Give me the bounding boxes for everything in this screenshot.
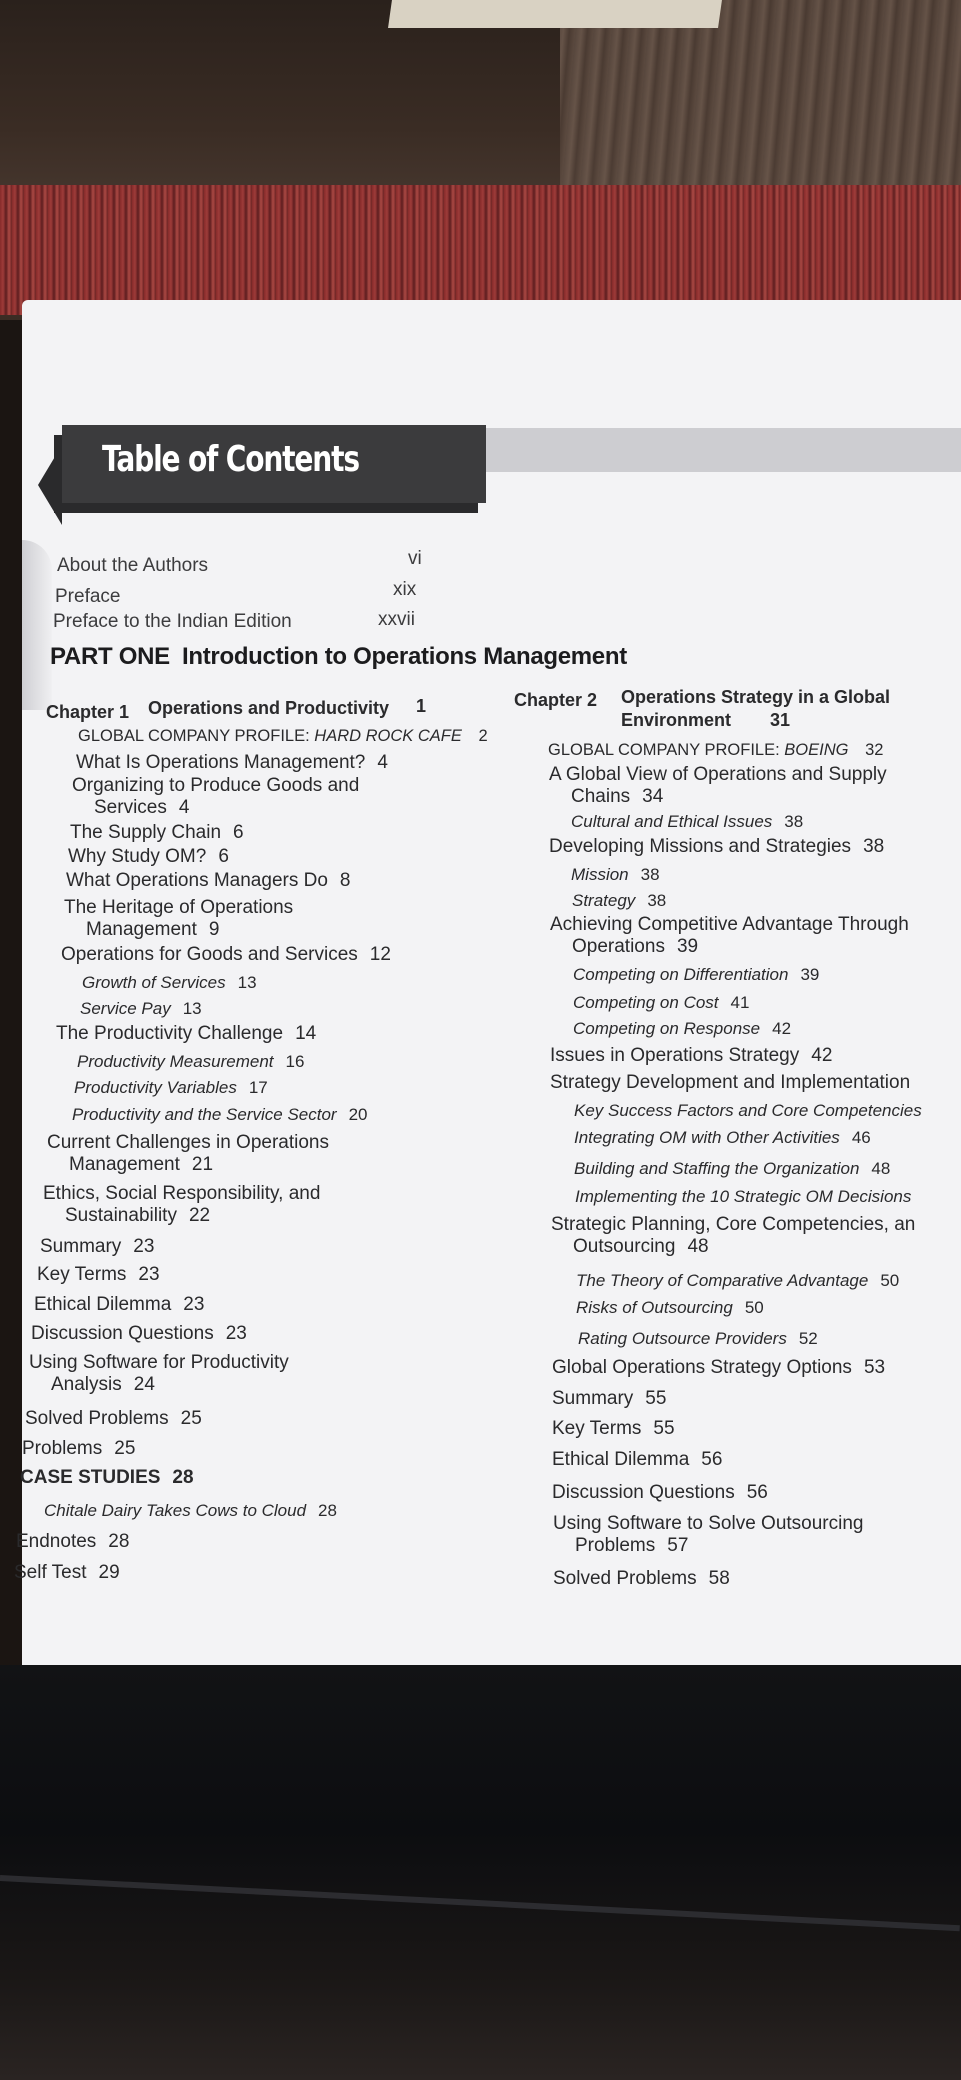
part-label: PART ONE [50, 643, 170, 670]
toc-entry[interactable] [34, 1294, 204, 1316]
toc-entry-page: 14 [295, 1023, 317, 1044]
toc-entry-title: The Heritage of Operations [64, 897, 294, 918]
toc-entry[interactable] [47, 1132, 329, 1176]
toc-entry[interactable] [82, 972, 257, 994]
toc-entry-title: The Productivity Challenge [56, 1023, 284, 1044]
toc-entry[interactable] [552, 1418, 675, 1440]
toc-entry-title: Current Challenges in Operations [47, 1132, 329, 1153]
gcp-page: 32 [865, 741, 884, 759]
toc-entry-page: 56 [701, 1449, 723, 1470]
toc-entry-title: Operations for Goods and Services [61, 944, 358, 965]
toc-entry[interactable] [571, 864, 660, 886]
toc-entry[interactable] [549, 764, 887, 808]
toc-entry-title-cont: Sustainability [65, 1205, 177, 1226]
toc-entry-page: 23 [225, 1323, 247, 1344]
toc-entry-page: 6 [218, 846, 229, 867]
toc-entry-title: Competing on Cost [573, 993, 719, 1012]
toc-entry-page: 28 [108, 1531, 130, 1552]
toc-entry-title: Chitale Dairy Takes Cows to Cloud [44, 1501, 307, 1520]
toc-entry-page: 23 [133, 1236, 155, 1257]
toc-entry-page: 13 [182, 999, 202, 1018]
toc-entry-page: 25 [180, 1408, 202, 1429]
chapter-1-label: Chapter 1 [46, 702, 130, 722]
toc-entry[interactable] [578, 1328, 818, 1350]
toc-entry-title: Global Operations Strategy Options [552, 1357, 852, 1378]
toc-entry[interactable] [576, 1270, 899, 1292]
toc-entry[interactable] [70, 822, 244, 844]
toc-entry-title: Organizing to Produce Goods and [72, 775, 360, 796]
toc-entry-page: 28 [318, 1501, 337, 1520]
toc-entry-page: 38 [647, 891, 667, 910]
toc-entry-title: Implementing the 10 Strategic OM Decisions [575, 1187, 912, 1206]
page-title: Table of Contents [102, 439, 359, 480]
toc-entry[interactable] [20, 1467, 194, 1489]
toc-entry[interactable] [553, 1568, 730, 1590]
toc-entry-page: 6 [233, 822, 244, 843]
toc-entry[interactable] [571, 811, 803, 833]
toc-entry-title-cont: Operations [572, 936, 665, 957]
toc-entry-page: 22 [188, 1205, 211, 1226]
toc-entry-title: Achieving Competitive Advantage Through [550, 914, 909, 935]
toc-entry-title: The Supply Chain [70, 822, 222, 843]
toc-entry[interactable] [572, 890, 666, 912]
gcp-prefix: GLOBAL COMPANY PROFILE: [78, 727, 310, 745]
toc-entry-title: Productivity Variables [74, 1078, 237, 1097]
toc-entry-title: CASE STUDIES [20, 1467, 161, 1488]
toc-entry[interactable] [574, 1100, 934, 1122]
toc-entry-title: Risks of Outsourcing [576, 1298, 733, 1317]
toc-entry-title: Ethical Dilemma [34, 1294, 172, 1315]
toc-entry-title: A Global View of Operations and Supply [549, 764, 887, 785]
toc-entry[interactable] [64, 897, 293, 941]
toc-entry-title: Using Software to Solve Outsourcing [553, 1513, 864, 1534]
toc-entry-page: 34 [642, 786, 664, 807]
toc-entry[interactable] [16, 1531, 129, 1553]
toc-entry-page: 42 [772, 1019, 792, 1038]
toc-entry-title-cont: Problems [575, 1535, 656, 1556]
toc-entry-title: Cultural and Ethical Issues [571, 812, 773, 831]
toc-entry-title: Summary [552, 1388, 634, 1409]
toc-entry-page: 13 [237, 973, 257, 992]
front-matter-page: xix [393, 579, 417, 600]
page-curl [22, 540, 52, 710]
toc-entry-page: 24 [133, 1374, 155, 1395]
toc-entry-title: Issues in Operations Strategy [550, 1045, 800, 1066]
toc-entry[interactable] [72, 1104, 368, 1126]
part-title: Introduction to Operations Management [182, 643, 627, 670]
table-edge [0, 1875, 960, 1931]
toc-entry[interactable] [574, 1127, 871, 1149]
toc-entry-title: Ethics, Social Responsibility, and [43, 1183, 321, 1204]
toc-entry-title: Competing on Response [573, 1019, 761, 1038]
toc-entry[interactable] [29, 1352, 289, 1396]
toc-entry[interactable] [43, 1183, 320, 1227]
toc-entry-page: 55 [653, 1418, 675, 1439]
toc-entry-page: 56 [746, 1482, 768, 1503]
toc-entry-title: Competing on Differentiation [573, 965, 789, 984]
toc-entry-title: Developing Missions and Strategies [549, 836, 852, 857]
toc-entry[interactable] [573, 1018, 791, 1040]
toc-entry-page: 28 [172, 1467, 194, 1488]
toc-entry-title: Key Terms [37, 1264, 127, 1285]
background-card [388, 0, 722, 28]
toc-entry-page: 16 [285, 1052, 305, 1071]
toc-entry-title: Key Terms [552, 1418, 642, 1439]
toc-entry[interactable] [44, 1500, 337, 1522]
toc-entry-title-cont: Analysis [51, 1374, 122, 1395]
toc-entry-page: 25 [114, 1438, 136, 1459]
toc-entry-page: 17 [248, 1078, 268, 1097]
toc-entry-page: 38 [863, 836, 885, 857]
toc-entry[interactable] [80, 998, 202, 1020]
front-matter-label: Preface to the Indian Edition [53, 611, 292, 632]
gcp-prefix: GLOBAL COMPANY PROFILE: [548, 741, 780, 759]
chapter-2-title: Operations Strategy in a Global [621, 687, 891, 707]
toc-entry[interactable] [61, 944, 391, 966]
toc-entry-title: Discussion Questions [31, 1323, 214, 1344]
toc-entry-title: Integrating OM with Other Activities [574, 1128, 840, 1147]
toc-entry-page: 48 [687, 1236, 709, 1257]
rug-pattern [0, 185, 961, 315]
toc-entry-title: Problems [22, 1438, 103, 1459]
toc-entry-page: 52 [798, 1329, 818, 1348]
chapter-1-company-profile[interactable] [78, 725, 488, 747]
toc-entry-title: Growth of Services [82, 973, 226, 992]
toc-entry-page: 53 [863, 1357, 886, 1378]
toc-entry-title: Building and Staffing the Organization [574, 1159, 860, 1178]
toc-entry-title: Strategy [572, 891, 636, 910]
toc-entry-page: 23 [138, 1264, 160, 1285]
front-matter-label: About the Authors [57, 555, 209, 576]
toc-entry[interactable] [552, 1357, 885, 1379]
toc-entry-title-cont: Services [94, 797, 167, 818]
toc-entry[interactable] [37, 1264, 160, 1286]
toc-entry-title: Discussion Questions [552, 1482, 735, 1503]
toc-entry-title: Summary [40, 1236, 122, 1257]
toc-entry[interactable] [573, 992, 749, 1014]
toc-entry[interactable] [31, 1323, 247, 1345]
chapter-2-title-cont: Environment [621, 710, 732, 730]
toc-entry-page: 46 [851, 1128, 871, 1147]
toc-entry-page: 55 [645, 1388, 667, 1409]
toc-entry[interactable] [575, 1186, 923, 1208]
toc-entry-title: The Theory of Comparative Advantage [576, 1271, 869, 1290]
toc-entry[interactable] [66, 870, 350, 892]
chapter-2-company-profile[interactable] [548, 739, 883, 761]
toc-entry[interactable] [552, 1388, 666, 1410]
toc-entry[interactable] [14, 1562, 120, 1584]
toc-entry[interactable] [576, 1297, 764, 1319]
toc-entry-page: 4 [377, 752, 388, 773]
toc-entry[interactable] [573, 964, 819, 986]
toc-entry-page: 50 [880, 1271, 900, 1290]
toc-entry-page: 8 [339, 870, 351, 891]
gcp-company: HARD ROCK CAFE [314, 727, 462, 745]
front-matter-page: xxvii [378, 609, 415, 630]
toc-entry-title: Productivity and the Service Sector [72, 1105, 337, 1124]
toc-entry-title: Ethical Dilemma [552, 1449, 690, 1470]
gcp-page: 2 [478, 727, 488, 745]
toc-entry-page: 23 [183, 1294, 205, 1315]
toc-entry[interactable] [22, 1438, 135, 1460]
toc-entry-page: 38 [784, 812, 804, 831]
toc-entry-title: Why Study OM? [68, 846, 207, 867]
toc-entry-title: Strategy Development and Implementation [550, 1072, 911, 1093]
toc-entry[interactable] [25, 1408, 202, 1430]
toc-entry[interactable] [549, 836, 884, 858]
toc-entry-page: 42 [811, 1045, 833, 1066]
chapter-1-page: 1 [416, 696, 427, 716]
chapter-2-label: Chapter 2 [514, 690, 598, 710]
title-band [420, 428, 961, 472]
toc-entry-page: 20 [348, 1105, 368, 1124]
toc-entry-page: 57 [667, 1535, 689, 1556]
toc-entry[interactable] [68, 846, 229, 868]
toc-entry[interactable] [552, 1482, 768, 1504]
toc-entry[interactable] [77, 1051, 304, 1073]
toc-entry-title: Endnotes [16, 1531, 97, 1552]
toc-entry-title-cont: Outsourcing [573, 1236, 676, 1257]
chapter-2-page: 31 [770, 710, 791, 730]
toc-entry-title: Solved Problems [25, 1408, 169, 1429]
toc-entry-page: 12 [369, 944, 391, 965]
toc-entry-page: 4 [178, 797, 190, 818]
toc-entry-title: What Operations Managers Do [66, 870, 328, 891]
toc-entry-title-cont: Management [86, 919, 197, 940]
toc-entry-title: Self Test [14, 1562, 87, 1583]
chapter-1-title: Operations and Productivity [148, 698, 390, 718]
toc-entry-page: 38 [640, 865, 660, 884]
toc-entry[interactable] [550, 1045, 832, 1067]
toc-entry-title: Strategic Planning, Core Competencies, an [551, 1214, 916, 1235]
toc-entry-page: 50 [744, 1298, 764, 1317]
toc-entry[interactable] [56, 1023, 316, 1045]
toc-entry-page: 41 [730, 993, 750, 1012]
background-bottom [0, 1665, 961, 2080]
toc-entry[interactable] [552, 1449, 722, 1471]
toc-entry-page: 39 [676, 936, 699, 957]
gcp-company: BOEING [784, 741, 849, 759]
toc-entry-title: Key Success Factors and Core Competencies [574, 1101, 922, 1120]
toc-entry-page: 58 [708, 1568, 730, 1589]
toc-entry-page: 29 [98, 1562, 120, 1583]
toc-entry-page: 21 [191, 1154, 214, 1175]
toc-entry-title: Rating Outsource Providers [578, 1329, 787, 1348]
toc-entry-page: 9 [208, 919, 220, 940]
toc-entry[interactable] [550, 1072, 922, 1094]
toc-entry-title: Productivity Measurement [77, 1052, 274, 1071]
toc-entry[interactable] [574, 1158, 890, 1180]
toc-entry-title: Using Software for Productivity [29, 1352, 289, 1373]
toc-entry[interactable] [72, 775, 359, 819]
toc-entry[interactable] [74, 1077, 268, 1099]
toc-entry-title: What Is Operations Management? [76, 752, 366, 773]
toc-entry-title: Service Pay [80, 999, 171, 1018]
front-matter-page: vi [408, 548, 422, 569]
toc-entry[interactable] [40, 1236, 154, 1258]
toc-entry[interactable] [551, 1214, 915, 1258]
title-banner [62, 425, 486, 503]
toc-entry-title: Solved Problems [553, 1568, 697, 1589]
front-matter-label: Preface [55, 586, 121, 607]
toc-entry[interactable] [553, 1513, 864, 1557]
toc-entry-page: 39 [800, 965, 820, 984]
toc-entry-title-cont: Chains [571, 786, 631, 807]
toc-entry[interactable] [76, 752, 388, 774]
toc-entry-title-cont: Management [69, 1154, 180, 1175]
toc-entry-page: 48 [871, 1159, 891, 1178]
toc-entry-title: Mission [571, 865, 629, 884]
toc-entry[interactable] [550, 914, 909, 958]
